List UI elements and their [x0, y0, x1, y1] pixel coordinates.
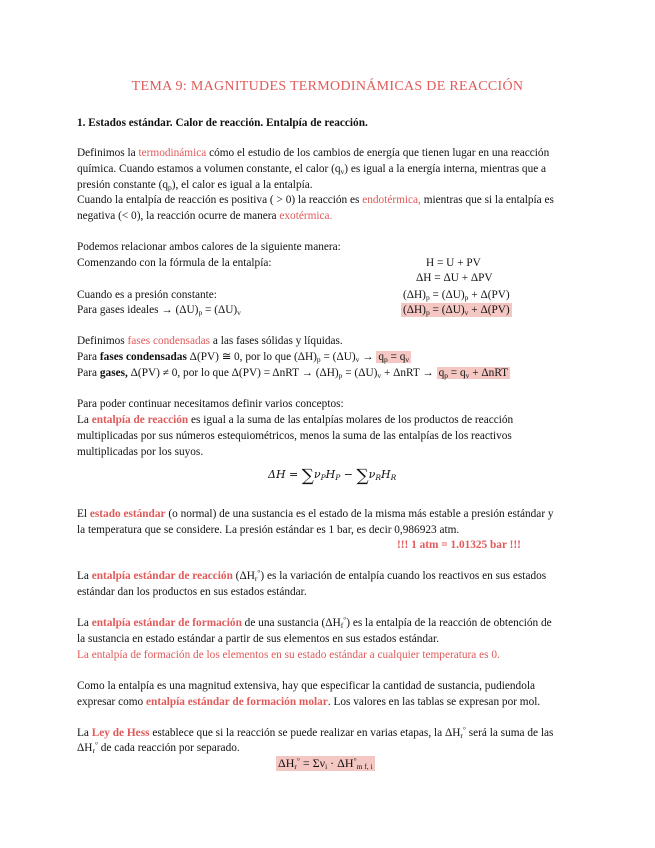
text: La	[77, 570, 92, 582]
p5-line-2: la temperatura que se considere. La presión estándar es 1 bar, es decir 0,986923 atm.	[77, 524, 460, 536]
text: mientras que si la entalpía es	[420, 194, 554, 206]
highlight-qp-qv-dnrt	[437, 367, 511, 379]
p8-line-1: Como la entalpía es una magnitud extensiva, hay que especificar la cantidad de sustancia, pudiendola	[77, 680, 535, 692]
p7-line-1	[77, 616, 552, 630]
text: Para	[77, 351, 100, 363]
subscript: v	[464, 308, 469, 317]
text: = q	[387, 351, 406, 363]
text: = (ΔU)	[342, 367, 378, 379]
term-exotermica: exotérmica.	[279, 210, 333, 222]
superscript: °	[343, 615, 347, 624]
text: ν	[313, 468, 321, 481]
text: de cada reacción por separado.	[97, 742, 240, 754]
atm-bar-note: !!! 1 atm = 1.01325 bar !!!	[397, 539, 521, 551]
text: química. Cuando estamos a volumen constante, el calor (q	[77, 163, 341, 175]
formula-ideal-gas-highlight	[401, 303, 512, 317]
p3-line-3	[77, 366, 510, 380]
subscript: r	[294, 762, 297, 771]
text: a las fases sólidas y líquidas.	[210, 335, 343, 347]
sum-symbol: ∑	[356, 466, 369, 486]
subscript: p	[425, 293, 430, 302]
text: = (ΔU)	[320, 351, 356, 363]
text: Definimos la	[77, 147, 139, 159]
subscript: v	[237, 308, 241, 317]
highlight-qp-qv	[376, 351, 411, 363]
subscript: P	[320, 473, 326, 482]
subscript: f	[340, 621, 344, 630]
text: · ΔH	[327, 756, 354, 770]
subscript: v	[355, 355, 360, 364]
subscript: R	[390, 473, 397, 482]
text: = q	[447, 367, 466, 379]
text: (o normal) de una sustancia es el estado de la misma más estable a presión estándar y	[165, 508, 554, 520]
text: = Σν	[299, 756, 326, 770]
p4-line-4: multiplicadas por los suyos.	[77, 446, 204, 458]
text: q	[378, 351, 384, 363]
text: ) es la entalpía de la reacción de obtención de	[346, 617, 552, 629]
section-heading: 1. Estados estándar. Calor de reacción. Entalpía de reacción.	[77, 117, 368, 129]
p2-line-4	[77, 303, 241, 317]
p9-line-2	[77, 741, 240, 755]
document-title: TEMA 9: MAGNITUDES TERMODINÁMICAS DE REACCIÓN	[131, 79, 524, 94]
term-entalpia-reaccion: entalpía de reacción	[91, 414, 189, 426]
term-entalpia-formacion-molar: entalpía estándar de formación molar	[146, 696, 328, 708]
text: expresar como	[77, 696, 147, 708]
text: −	[340, 468, 357, 481]
term-entalpia-estandar-reaccion: entalpía estándar de reacción	[91, 570, 233, 582]
text: será la suma de las	[465, 727, 554, 739]
text: (ΔH)	[403, 289, 426, 301]
term-entalpia-estandar-formacion: entalpía estándar de formación	[91, 617, 242, 629]
subscript: v	[340, 167, 345, 176]
subscript: r	[460, 731, 463, 740]
subscript: r	[92, 746, 95, 755]
text: La	[77, 617, 92, 629]
p1-line-3	[77, 178, 313, 192]
superscript: °	[257, 568, 261, 577]
text: negativa (< 0), la reacción ocurre de manera	[77, 210, 280, 222]
p9-line-1	[77, 726, 553, 740]
subscript: v	[465, 371, 470, 380]
text: ΔH	[77, 742, 93, 754]
subscript: v	[405, 355, 410, 364]
p2-line-3: Cuando es a presión constante:	[77, 289, 217, 301]
text: presión constante (q	[77, 179, 168, 191]
p1-line-2	[77, 162, 546, 176]
text: ν	[368, 468, 376, 481]
text: Δ(PV) ≠ 0, por lo que Δ(PV) = ΔnRT → (ΔH)	[127, 367, 339, 379]
subscript: v	[377, 371, 382, 380]
subscript: p	[338, 371, 343, 380]
subscript: i	[325, 762, 328, 771]
formula-h: H = U + PV	[426, 257, 481, 269]
term-ley-de-hess: Ley de Hess	[91, 727, 150, 739]
text: + Δ(PV)	[468, 304, 510, 316]
text: + ΔnRT →	[381, 367, 437, 379]
text: Definimos	[77, 335, 128, 347]
p7-line-2: la sustancia en estado estándar a partir de sus elementos en sus estados estándar.	[77, 633, 440, 645]
text: = (ΔU)	[429, 304, 465, 316]
text: cómo el estudio de los cambios de energía que tienen lugar en una reacción	[206, 147, 550, 159]
subscript: p	[198, 308, 203, 317]
text: H	[380, 468, 391, 481]
p5-line-1	[77, 507, 554, 521]
p1-line-1	[77, 146, 549, 160]
subscript: R	[375, 473, 381, 482]
p2-line-1: Podemos relacionar ambos calores de la siguiente manera:	[77, 241, 341, 253]
subscript: p	[383, 355, 388, 364]
text: El	[77, 508, 90, 520]
text: ΔH	[278, 756, 295, 770]
subscript: p	[425, 308, 430, 317]
text: Cuando la entalpía de reacción es positiva ( > 0) la reacción es	[77, 194, 363, 206]
hess-law-formula	[276, 756, 375, 771]
p2-line-2: Comenzando con la fórmula de la entalpía:	[77, 257, 272, 269]
text: es igual a la suma de las entalpías molares de los productos de reacción	[188, 414, 514, 426]
p3-line-2	[77, 350, 411, 364]
subscript: m f, i	[356, 762, 373, 771]
text: establece que si la reacción se puede realizar en varias etapas, la ΔH	[149, 727, 461, 739]
superscript: °	[462, 725, 466, 734]
text: de una sustancia (ΔH	[241, 617, 341, 629]
text: H	[325, 468, 336, 481]
text: Δ(PV) ≅ 0, por lo que (ΔH)	[186, 351, 317, 363]
p3-line-1	[77, 334, 343, 348]
text: La	[77, 414, 92, 426]
text: (ΔH	[232, 570, 255, 582]
text: Para gases ideales → (ΔU)	[77, 304, 199, 316]
text: . Los valores en las tablas se expresan por mol.	[327, 696, 541, 708]
p6-line-2: estándar dan los productos en sus estados estándar.	[77, 586, 307, 598]
text: ) es la variación de entalpía cuando los reactivos en sus estados	[260, 570, 547, 582]
superscript: °	[94, 740, 98, 749]
subscript: p	[444, 371, 448, 380]
text: + ΔnRT	[469, 367, 509, 379]
subscript: P	[335, 473, 341, 482]
text: (ΔH)	[403, 304, 426, 316]
p4-line-1: Para poder continuar necesitamos definir varios conceptos:	[77, 398, 344, 410]
term-termodinamica: termodinámica	[138, 147, 207, 159]
p7-line-3: La entalpía de formación de los elementos en su estado estándar a cualquier temperatura es 0.	[77, 649, 500, 661]
text: La	[77, 727, 92, 739]
term-estado-estandar: estado estándar	[89, 508, 166, 520]
text: q	[438, 367, 445, 379]
formula-delta-h: ΔH = ΔU + ΔPV	[416, 272, 493, 284]
p4-line-2	[77, 413, 513, 427]
subscript: p	[316, 355, 321, 364]
term-fases-condensadas: fases condensadas	[127, 335, 211, 347]
bold-text: fases condensadas	[99, 351, 187, 363]
subscript: p	[464, 293, 469, 302]
text: Para	[77, 367, 100, 379]
text: ΔH =	[268, 468, 302, 481]
enthalpy-sum-formula	[268, 466, 396, 486]
p8-line-2	[77, 695, 540, 709]
superscript: °	[296, 756, 300, 765]
formula-constant-pressure	[403, 288, 510, 302]
subscript: r	[254, 574, 258, 583]
p1-line-5	[77, 209, 332, 223]
p4-line-3: multiplicadas por sus números estequiométricos, menos la suma de las entalpías de los reactivos	[77, 430, 512, 442]
p6-line-1	[77, 569, 546, 583]
bold-text: gases,	[99, 367, 128, 379]
text: = (ΔU)	[429, 289, 465, 301]
superscript: °	[353, 756, 357, 765]
text: ), el calor es igual a la entalpía.	[171, 179, 313, 191]
text: ) es igual a la energía interna, mientras que a	[344, 163, 547, 175]
subscript: p	[167, 183, 172, 192]
text: = (ΔU)	[202, 304, 238, 316]
sum-symbol: ∑	[301, 466, 314, 486]
term-endotermica: endotérmica,	[362, 194, 421, 206]
text: →	[359, 351, 377, 363]
text: + Δ(PV)	[468, 289, 510, 301]
p1-line-4	[77, 193, 554, 207]
